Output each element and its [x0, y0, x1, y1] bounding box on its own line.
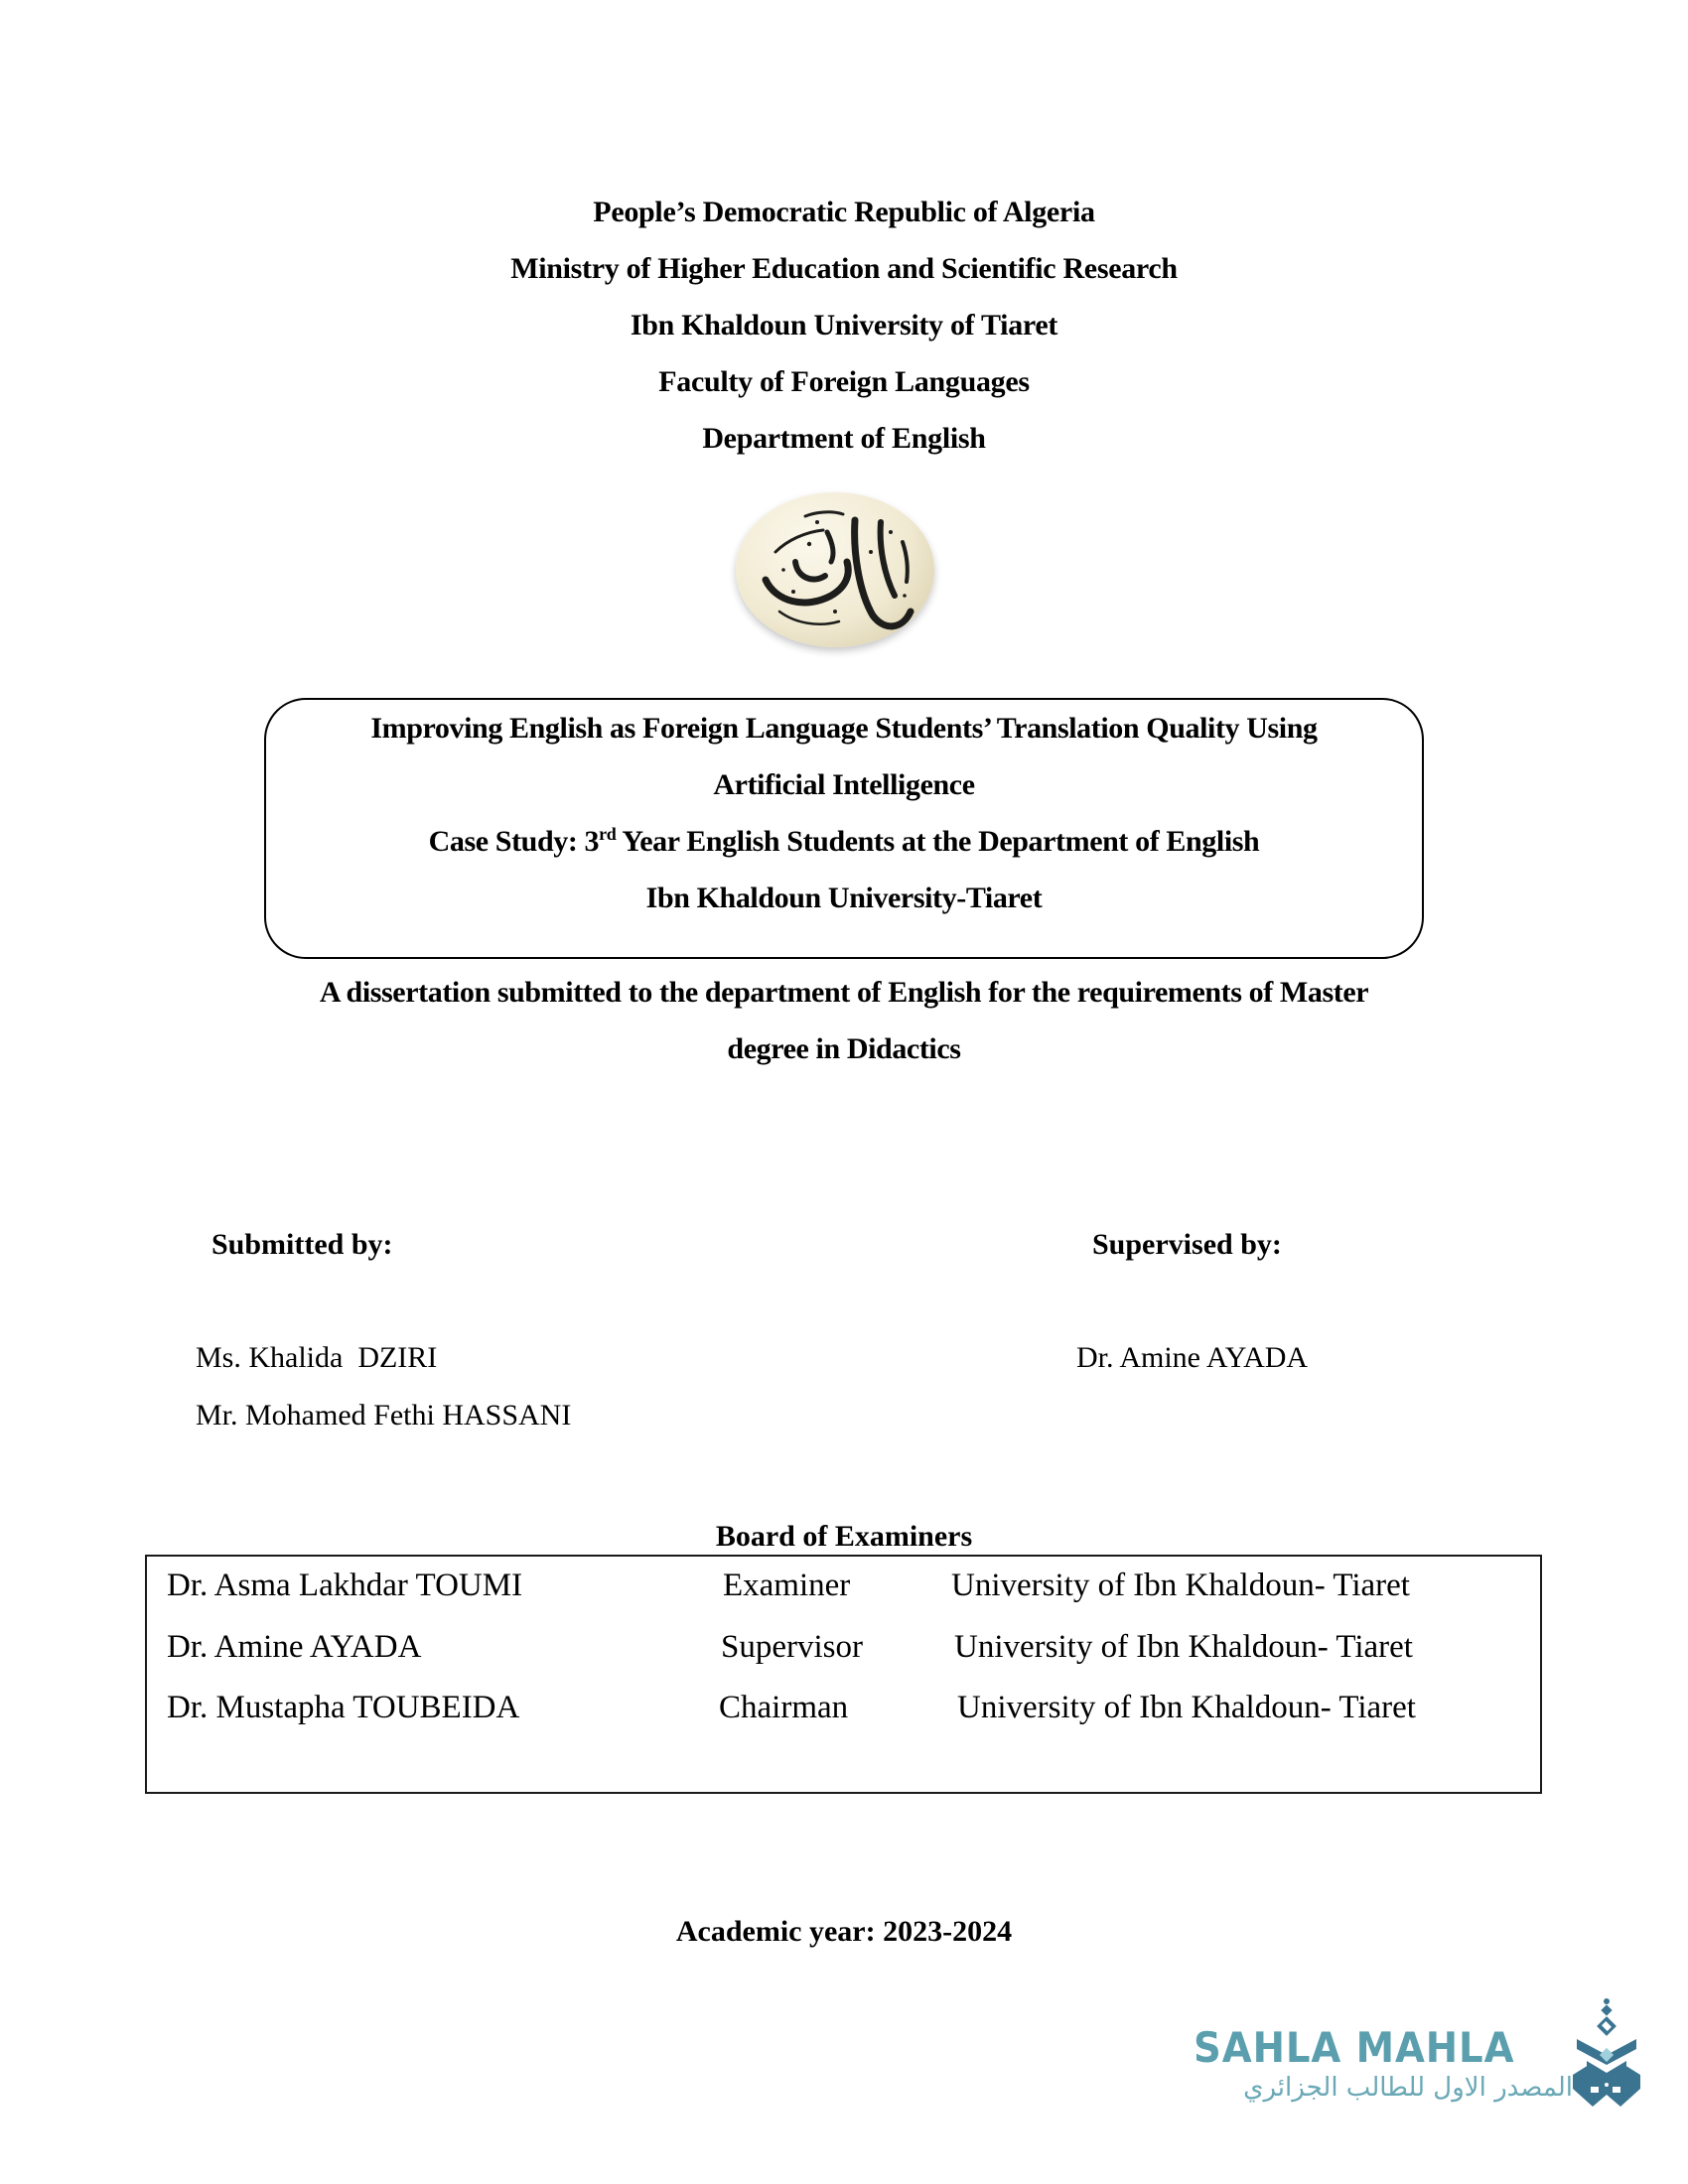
examiner-role: Examiner [723, 1568, 851, 1603]
dissertation-statement-line-2: degree in Didactics [727, 1032, 961, 1065]
thesis-title-box [264, 698, 1424, 959]
case-study-university: Ibn Khaldoun University-Tiaret [645, 882, 1043, 914]
board-of-examiners-title: Board of Examiners [715, 1520, 973, 1553]
board-of-examiners-table [145, 1555, 1542, 1794]
supervised-by-label: Supervised by: [1092, 1228, 1282, 1261]
examiner-name: Dr. Mustapha TOUBEIDA [167, 1690, 520, 1725]
dissertation-statement-line-1: A dissertation submitted to the department of English for the requirements of Master [319, 976, 1369, 1009]
examiner-role: Supervisor [721, 1629, 863, 1665]
header-ministry: Ministry of Higher Education and Scientific Research [510, 252, 1178, 285]
sahla-mahla-logo-icon [1567, 1995, 1644, 2115]
header-faculty: Faculty of Foreign Languages [658, 365, 1030, 398]
case-study-line [266, 824, 1422, 860]
examiner-role: Chairman [719, 1690, 849, 1725]
examiner-name: Dr. Amine AYADA [167, 1629, 422, 1665]
thesis-title-line-2: Artificial Intelligence [713, 768, 975, 801]
watermark-brand: SAHLA MAHLA [1194, 2023, 1515, 2072]
examiner-institution: University of Ibn Khaldoun- Tiaret [951, 1568, 1410, 1603]
examiner-name: Dr. Asma Lakhdar TOUMI [167, 1568, 523, 1603]
case-study-ordinal: rd [599, 824, 617, 844]
case-study-suffix: Year English Students at the Department of English [616, 825, 1260, 858]
examiner-institution: University of Ibn Khaldoun- Tiaret [957, 1690, 1416, 1725]
sahla-mahla-watermark [1192, 1995, 1648, 2115]
watermark-tagline: المصدر الاول للطالب الجزائري [1243, 2073, 1573, 2103]
header-department: Department of English [702, 422, 986, 455]
thesis-title-line-1: Improving English as Foreign Language Students’ Translation Quality Using [370, 712, 1318, 745]
academic-year: Academic year: 2023-2024 [675, 1915, 1013, 1948]
examiner-institution: University of Ibn Khaldoun- Tiaret [954, 1629, 1413, 1665]
university-seal-icon [736, 492, 934, 647]
supervisor-name: Dr. Amine AYADA [1076, 1341, 1309, 1374]
student-name-1: Ms. Khalida DZIRI [196, 1341, 438, 1374]
header-country: People’s Democratic Republic of Algeria [593, 196, 1095, 228]
header-university: Ibn Khaldoun University of Tiaret [630, 309, 1058, 341]
student-name-2: Mr. Mohamed Fethi HASSANI [196, 1399, 572, 1432]
case-study-prefix: Case Study: 3 [428, 825, 600, 858]
submitted-by-label: Submitted by: [211, 1228, 393, 1261]
